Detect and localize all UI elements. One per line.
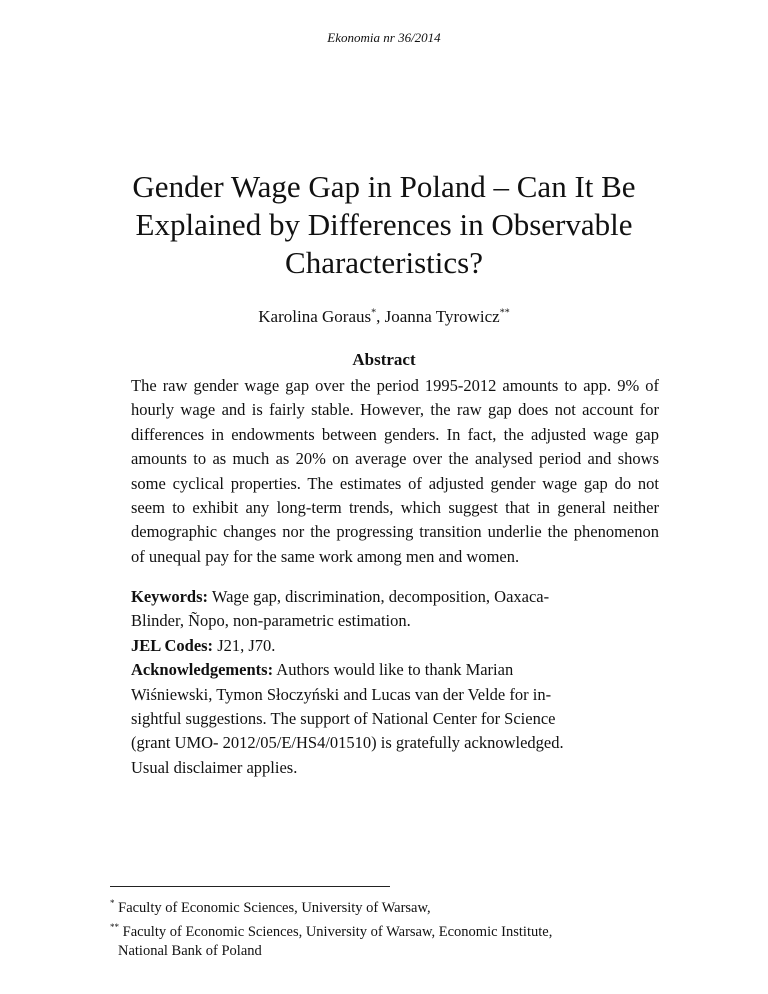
acknowledgements-line: (grant UMO- 2012/05/E/HS4/01510) is gratefully acknowledged. (131, 733, 564, 753)
footnote-text: Faculty of Economic Sciences, University of Warsaw, (118, 899, 431, 916)
jel-codes-line (131, 634, 661, 658)
author-separator: , (376, 307, 385, 326)
acknowledgements-line: Usual disclaimer applies. (131, 757, 298, 777)
acknowledgements-line: sightful suggestions. The support of National Center for Science (131, 709, 556, 729)
keywords-label: Keywords: (131, 587, 208, 606)
footnote-text: Faculty of Economic Sciences, University of Warsaw, Economic Institute, (122, 923, 553, 940)
author-list (0, 307, 768, 327)
running-head: Ekonomia nr 36/2014 (327, 30, 441, 45)
acknowledgements-text: Authors would like to thank Marian (273, 660, 514, 680)
paper-metadata (131, 585, 661, 780)
footnote-mark: * (371, 307, 377, 319)
footnote-continuation: National Bank of Poland (118, 942, 262, 959)
footnote-mark: ** (110, 921, 119, 932)
title-line: Characteristics? (285, 245, 483, 280)
title-line: Gender Wage Gap in Poland – Can It Be (132, 169, 636, 204)
author-name: Joanna Tyrowicz (384, 307, 500, 326)
title-line: Explained by Differences in Observable (135, 207, 633, 242)
paper-title (100, 168, 668, 282)
footnote-divider (110, 886, 390, 887)
author-name: Karolina Goraus (258, 307, 372, 326)
jel-codes-label: JEL Codes: (131, 635, 214, 655)
keywords-line: Blinder, Ñopo, non-parametric estimation. (131, 611, 411, 631)
keywords-line (131, 585, 661, 609)
acknowledgements-line (131, 658, 661, 682)
footnote-mark: ** (499, 307, 510, 319)
footnote (110, 918, 670, 942)
abstract-heading: Abstract (352, 350, 416, 369)
acknowledgements-line: Wiśniewski, Tymon Słoczyński and Lucas van der Velde for in- (131, 684, 552, 704)
acknowledgements-label: Acknowledgements: (131, 660, 274, 680)
footnote-mark: * (110, 898, 115, 908)
footnotes (110, 894, 670, 961)
keywords-text: Wage gap, discrimination, decomposition, Oaxaca- (208, 587, 550, 606)
footnote (110, 894, 670, 918)
jel-codes-value: J21, J70. (213, 635, 276, 655)
abstract-text: The raw gender wage gap over the period 1995-2012 amounts to app. 9% of hourly wage and is fairly stable. However, the raw gap does not account for differences in endowments between genders. In fact, the adjusted wage gap amounts to as much as 20% on average over the analysed period and shows some cyclical properties. The estimates of adjusted gender wage gap do not seem to exhibit any long-term trends, which suggest that in general neither demographic changes nor the progressing transition underlie the phenomenon of unequal pay for the same work among men and women. (131, 376, 659, 566)
